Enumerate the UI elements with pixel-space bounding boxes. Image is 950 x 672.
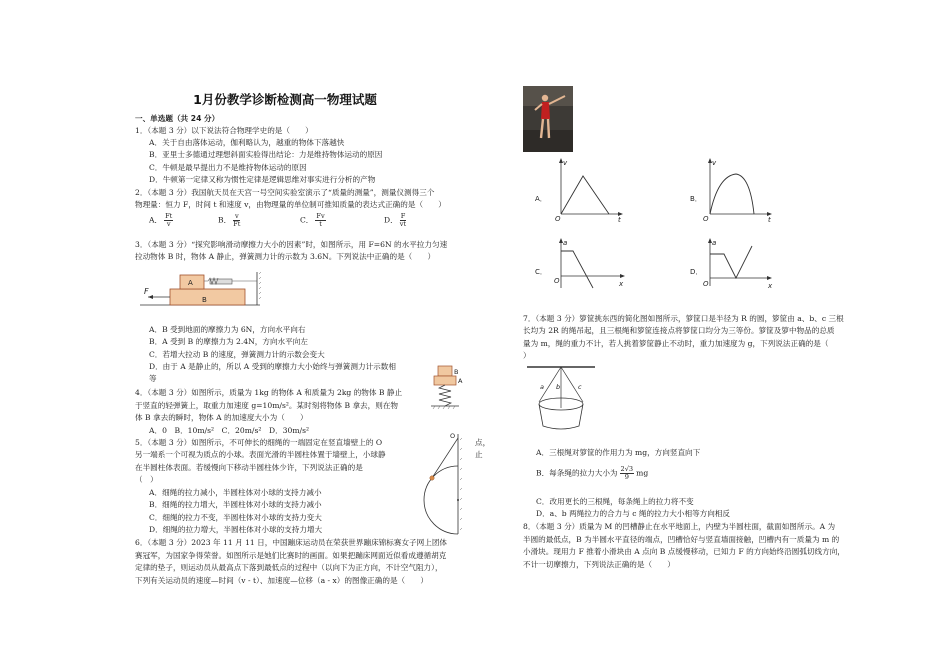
q2-d-num: F <box>400 212 406 220</box>
section-heading: 一、单选题（共 24 分） <box>135 114 220 123</box>
q5-stem-1: 5．（本题 3 分）如图所示，不可伸长的细绳的一端固定在竖直墙壁上的 O <box>135 438 383 447</box>
q4-options: A．0 B．10m/s² C．20m/s² D．30m/s² <box>149 426 310 435</box>
q4-stem-1: 4．（本题 3 分）如图所示，质量为 1kg 的物体 A 和质量为 2kg 的物体 B 静止 <box>135 388 403 397</box>
q2-a-den: v <box>166 219 171 228</box>
q7-option-b-den: 9 <box>624 472 629 481</box>
q6-graph-a-o: O <box>555 215 561 222</box>
q2-b-label: B． <box>218 215 232 225</box>
q5-option-b: B．细绳的拉力增大，半圆柱体对小球的支持力减小 <box>149 500 322 509</box>
q2-c-den: t <box>319 219 322 228</box>
q6-graph-d-a: a <box>712 239 717 247</box>
q7-option-c: C．改用更长的三根绳，每条绳上的拉力将不变 <box>536 497 694 506</box>
q6-graph-a <box>533 156 630 222</box>
q5-stem-1b: 点， <box>475 438 491 447</box>
q7-option-b-pre: B．每条绳的拉力大小为 <box>536 468 618 478</box>
q1-option-c: C．牛顿是最早提出力不是维持物体运动的原因 <box>149 163 307 172</box>
q6-stem-1: 6．（本题 3 分）2023 年 11 月 11 日，中国蹦床运动员在荣获世界蹦床锦标赛女子网上团体 <box>135 538 448 547</box>
q6-graph-b-label: B． <box>690 195 702 203</box>
q6-graph-a-v: v <box>563 159 568 167</box>
q2-d-label: D． <box>384 215 398 225</box>
q2-d-den: vt <box>399 219 407 228</box>
q7-option-b-num: 2√3 <box>620 465 634 473</box>
q1-option-d: D．牛顿第一定律又称为惯性定律是逻辑思维对事实进行分析的产物 <box>149 175 376 184</box>
q7-fig-label-b: b <box>556 383 561 391</box>
q2-option-b <box>218 213 242 228</box>
q5-option-d: D．细绳的拉力增大，半圆柱体对小球的支持力增大 <box>149 525 323 534</box>
q6-graph-c <box>533 236 630 292</box>
q3-option-d-2: 等 <box>149 374 157 383</box>
q5-stem-2: 另一端系一个可视为质点的小球。表面光滑的半圆柱体置于墙壁上，小球静 <box>135 450 386 459</box>
q6-graph-a-t: t <box>618 216 621 222</box>
q6-graph-d <box>688 236 785 292</box>
page-title: 1月份教学诊断检测高一物理试题 <box>193 92 377 107</box>
q7-stem-2: 长均为 2R 的绳吊起，且三根绳和箩筐连接点将箩筐口均分为三等份。箩筐及箩中物品的总质 <box>523 326 835 335</box>
q2-c-label: C． <box>300 215 314 225</box>
q3-fig-label-f: F <box>144 287 149 296</box>
q1-option-b: B．亚里士多德通过理想斜面实验得出结论：力是维持物体运动的原因 <box>149 150 383 159</box>
q3-stem-1: 3．（本题 3 分）“探究影响滑动摩擦力大小的因素”时，如图所示，用 F=6N 的水平拉力匀速 <box>135 240 448 249</box>
q6-stem-2: 赛冠军，为国家争得荣誉。如图所示是她们比赛时的画面。如果把蹦床网面近似看成遵循胡克 <box>135 551 447 560</box>
q7-option-d: D．a、b 两绳拉力的合力与 c 绳的拉力大小相等方向相反 <box>536 509 731 518</box>
q2-stem-2: 物理量：恒力 F，时间 t 和速度 v，由物理量的单位制可推知质量的表达式正确的是（ ） <box>135 200 446 209</box>
q4-stem-2: 于竖直的轻弹簧上，取重力加速度 g=10m/s²。某时刻将物体 B 拿去，则在物 <box>135 401 399 410</box>
q6-graph-c-x: x <box>619 280 624 288</box>
q2-a-label: A． <box>149 215 163 225</box>
q6-graph-c-a: a <box>563 239 568 247</box>
q7-option-b <box>536 466 648 481</box>
q3-option-c: C．若增大拉动 B 的速度，弹簧测力计的示数会变大 <box>149 350 325 359</box>
q8-stem-1: 8．（本题 3 分）质量为 M 的凹槽静止在水平地面上，内壁为半圆柱面，截面如图所示。A 为 <box>523 522 836 531</box>
q2-option-c <box>300 213 328 228</box>
q4-fig-label-a: A <box>458 377 463 385</box>
q6-graph-d-o: O <box>703 280 709 288</box>
q3-stem-2: 拉动物体 B 时，物体 A 静止，弹簧测力计的示数为 3.6N。下列说法中正确的是（ ） <box>135 252 436 261</box>
trampoline-photo <box>523 86 573 152</box>
q2-a-num: Ft <box>165 212 173 220</box>
q4-spring-figure <box>425 362 473 414</box>
q2-stem-1: 2．（本题 3 分）我国航天员在天宫一号空间实验室演示了“质量的测量”，测量仪测得三个 <box>135 188 435 197</box>
q3-option-d-1: D．由于 A 是静止的，所以 A 受到的摩擦力大小始终与弹簧测力计示数相 <box>149 362 396 371</box>
q8-stem-3: 小滑块。现用力 F 推着小滑块由 A 点向 B 点缓慢移动，已知力 F 的方向始终沿圆弧切线方向， <box>523 547 845 556</box>
q6-stem-4: 下列有关运动员的速度—时间（v - t）、加速度—位移（a - x）的图像正确的是（ ） <box>135 576 428 585</box>
q7-basket-figure <box>525 364 597 434</box>
q7-option-b-post: mg <box>636 468 649 478</box>
q6-graph-d-x: x <box>768 282 773 290</box>
q2-c-num: Fv <box>316 212 325 220</box>
q1-stem: 1．（本题 3 分）以下说法符合物理学史的是（ ） <box>135 126 313 135</box>
q3-fig-label-b: B <box>202 296 207 304</box>
q5-stem-2b: 止 <box>475 450 483 459</box>
q6-graph-b-t: t <box>768 216 771 222</box>
q6-graph-b-v: v <box>712 159 717 167</box>
q7-option-a: A．三根绳对箩筐的作用力为 mg，方向竖直向下 <box>536 448 701 457</box>
q7-fig-label-a: a <box>540 383 544 391</box>
q8-stem-4: 不计一切摩擦力，下列说法正确的是（ ） <box>523 560 675 569</box>
q5-stem-3: 在半圆柱体表面。若缓慢向下移动半圆柱体少许，下列说法正确的是 <box>135 463 363 472</box>
q6-graph-b-o: O <box>703 215 709 222</box>
q6-graph-d-label: D． <box>690 268 703 276</box>
q2-b-num: v <box>234 212 239 220</box>
q6-stem-3: 定律的垫子，则运动员从最高点下落到最低点的过程中（以向下为正方向，不计空气阻力）， <box>135 563 443 572</box>
q7-stem-1: 7．（本题 3 分）箩筐挑东西的简化图如图所示，箩筐口是半径为 R 的圆，箩筐由 a、b、c 三根 <box>523 314 844 323</box>
q3-option-b: B．A 受到 B 的摩擦力为 2.4N，方向水平向左 <box>149 337 308 346</box>
q8-stem-2: 半圆的最低点，B 为半圆水平直径的端点，凹槽恰好与竖直墙面接触，凹槽内有一质量为 m 的 <box>523 535 840 544</box>
q5-option-c: C．细绳的拉力不变，半圆柱体对小球的支持力变大 <box>149 513 322 522</box>
q5-fig-label-o: O <box>450 432 456 440</box>
q7-stem-3: 量为 m，绳的重力不计，若人挑着箩筐静止不动时，重力加速度为 g，下列说法正确的是（ <box>523 339 829 348</box>
q3-fig-label-a: A <box>188 279 193 287</box>
q3-friction-figure <box>140 262 265 312</box>
q5-stem-4: （ ） <box>135 475 158 484</box>
q5-semicylinder-figure <box>410 430 472 538</box>
q1-option-a: A．关于自由落体运动，伽利略认为，越重的物体下落越快 <box>149 138 345 147</box>
q4-stem-3: 体 B 拿去的瞬时，物体 A 的加速度大小为（ ） <box>135 413 308 422</box>
q5-option-a: A．细绳的拉力减小，半圆柱体对小球的支持力减小 <box>149 488 322 497</box>
q2-b-den: Ft <box>233 219 241 228</box>
q2-option-a <box>149 213 175 228</box>
q6-graph-a-label: A． <box>535 195 547 203</box>
q7-fig-label-c: c <box>578 383 582 391</box>
q7-stem-4: ） <box>523 351 531 360</box>
q4-fig-label-b: B <box>454 368 459 376</box>
q6-graph-c-o: O <box>554 277 560 285</box>
q3-option-a: A．B 受到地面的摩擦力为 6N，方向水平向右 <box>149 325 306 334</box>
q6-graph-c-label: C． <box>535 268 547 276</box>
q6-graph-b <box>688 156 785 222</box>
q2-option-d <box>384 213 408 228</box>
